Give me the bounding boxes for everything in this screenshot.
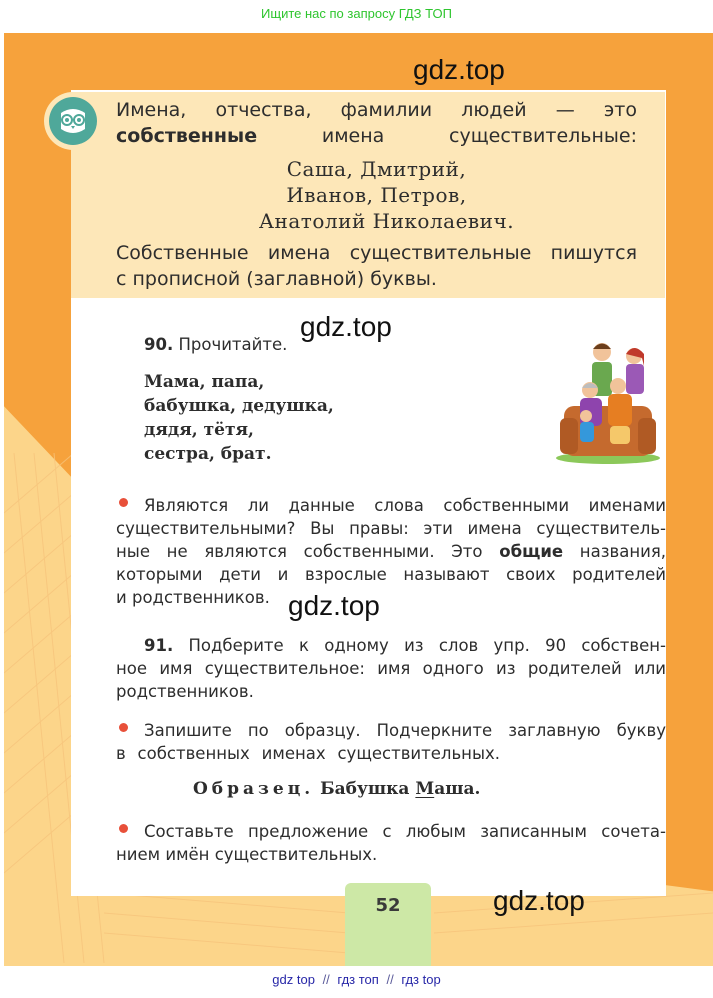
rule-bold-word: собственные	[116, 125, 258, 147]
footer-link[interactable]: гдз топ	[337, 972, 379, 987]
text-line: которыми дети и взрослые называют своих родителей	[116, 565, 666, 584]
sample-label: Образец.	[193, 779, 315, 799]
rule-conclusion	[116, 240, 637, 292]
word-line: Мама, папа,	[144, 372, 265, 392]
exercise-number: 91.	[144, 636, 174, 655]
text-line: Составьте предложение с любым записанным сочета-	[144, 822, 666, 841]
watermark: gdz.top	[288, 590, 380, 621]
rule-name-line: Саша, Дмитрий,	[286, 157, 467, 181]
word-line: сестра, брат.	[144, 444, 272, 464]
footer-separator: //	[386, 972, 394, 987]
text-line: Являются ли данные слова собственными именами	[144, 496, 666, 515]
sample-line: Образец. Бабушка Маша.	[193, 779, 481, 799]
rule-name-line: Анатолий Николаевич.	[258, 209, 515, 233]
text-line: Запишите по образцу. Подчеркните заглавную букву	[144, 721, 666, 740]
rule-line-1: Имена, отчества, фамилии людей — это	[116, 99, 637, 121]
underlined-capital: М	[415, 779, 435, 799]
text-line: существительными? Вы правы: эти имена существитель-	[116, 519, 666, 538]
watermark: gdz.top	[300, 311, 392, 342]
rule-line-3: Собственные имена существительные пишутся	[116, 242, 637, 264]
text-line: 91. Подберите к одному из слов упр. 90 собствен-	[144, 636, 666, 655]
bold-word-common: общие	[499, 542, 564, 561]
rule-name-line: Иванов, Петров,	[286, 183, 467, 207]
footer-links	[0, 972, 713, 987]
text-line: нием имён существительных.	[116, 845, 378, 864]
rule-intro	[116, 97, 637, 149]
footer-link[interactable]: гдз top	[401, 972, 441, 987]
exercise-90-question	[116, 494, 666, 609]
word-line: дядя, тётя,	[144, 420, 254, 440]
text-line: родственников.	[116, 682, 254, 701]
exercise-91-task	[116, 719, 666, 765]
rule-names-list	[116, 156, 637, 234]
text-line: в собственных именах существительных.	[116, 744, 500, 763]
text-line: и родственников.	[116, 588, 270, 607]
rule-line-4: с прописной (заглавной) буквы.	[116, 268, 437, 290]
text-line: ное имя существительное: имя одного из родителей или	[116, 659, 666, 678]
top-banner[interactable]: Ищите нас по запросу ГДЗ ТОП	[261, 6, 452, 21]
page-number: 52	[375, 895, 401, 916]
exercise-number: 90.	[144, 335, 174, 354]
watermark: gdz.top	[493, 885, 585, 916]
rule-line-2: собственные имена существительные:	[116, 125, 637, 147]
exercise-90-words	[144, 370, 334, 466]
owl-icon	[49, 97, 97, 145]
exercise-91-final	[116, 820, 666, 866]
exercise-90-heading: 90. Прочитайте.	[144, 335, 288, 354]
word-line: бабушка, дедушка,	[144, 396, 334, 416]
text-line: ные не являются собственными. Это общие названия,	[116, 542, 666, 561]
exercise-91-text	[116, 634, 666, 703]
footer-separator: //	[322, 972, 330, 987]
footer-link[interactable]: gdz top	[272, 972, 315, 987]
watermark: gdz.top	[413, 54, 505, 85]
family-illustration	[556, 336, 660, 464]
